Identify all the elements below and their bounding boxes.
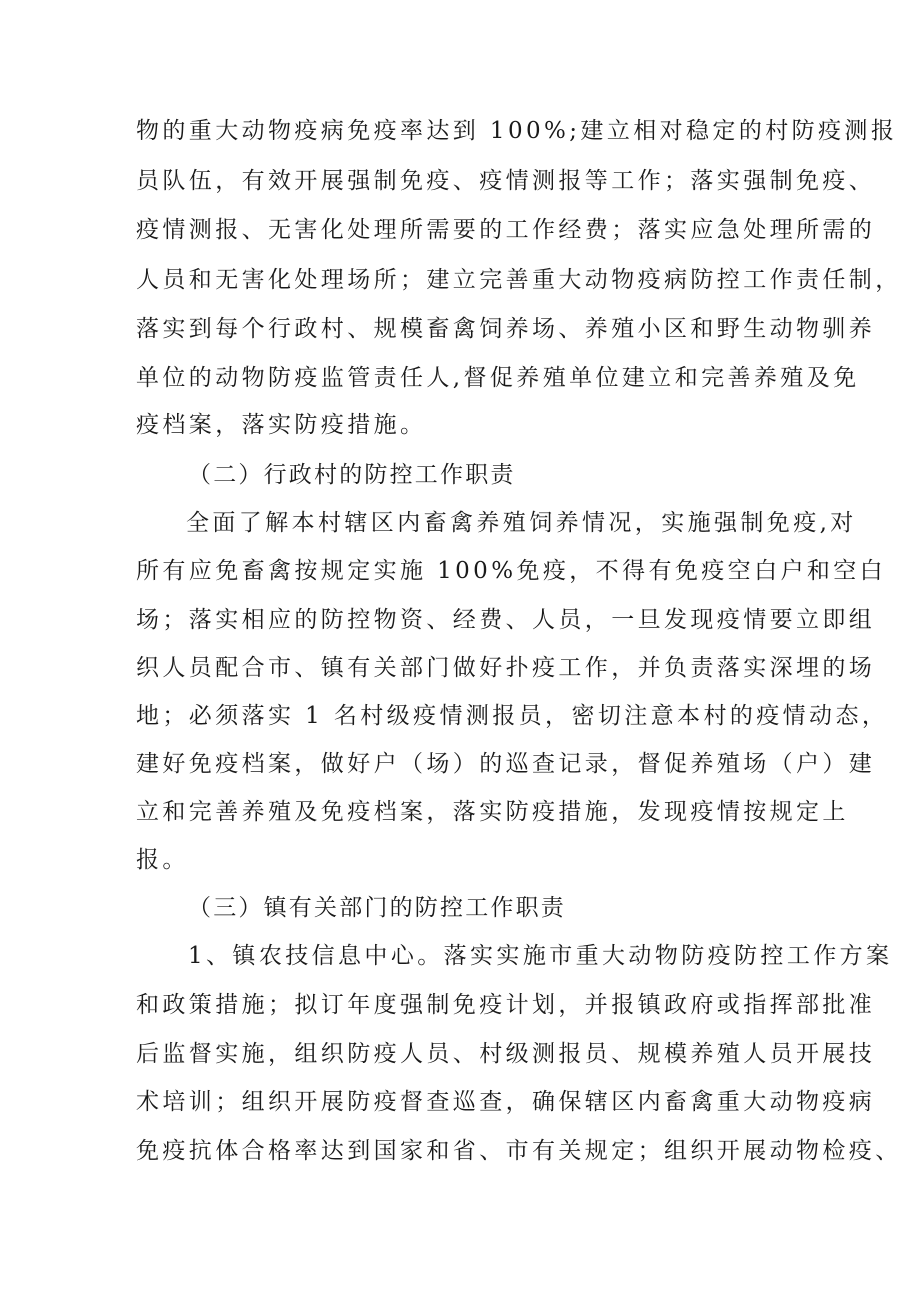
paragraph-line: 单位的动物防疫监管责任人,督促养殖单位建立和完善养殖及免 <box>136 365 860 391</box>
paragraph-line: 免疫抗体合格率达到国家和省、市有关规定；组织开展动物检疫、 <box>136 1138 902 1164</box>
paragraph-line: 疫情测报、无害化处理所需要的工作经费；落实应急处理所需的 <box>136 217 876 243</box>
paragraph-line: 人员和无害化处理场所；建立完善重大动物疫病防控工作责任制， <box>136 267 902 293</box>
section-heading: （二）行政村的防控工作职责 <box>188 462 516 488</box>
paragraph-line: 和政策措施；拟订年度强制免疫计划，并报镇政府或指挥部批准 <box>136 992 876 1018</box>
paragraph-line: 所有应免畜禽按规定实施 100%免疫，不得有免疫空白户和空白 <box>136 558 887 584</box>
paragraph-line: 建好免疫档案，做好户（场）的巡查记录，督促养殖场（户）建 <box>136 751 876 777</box>
paragraph-line: 疫档案，落实防疫措施。 <box>136 412 427 438</box>
paragraph-line: 后监督实施，组织防疫人员、村级测报员、规模养殖人员开展技 <box>136 1041 876 1067</box>
paragraph-line: 物的重大动物疫病免疫率达到 100%;建立相对稳定的村防疫测报 <box>136 118 898 144</box>
paragraph-line: 地；必须落实 1 名村级疫情测报员，密切注意本村的疫情动态， <box>136 703 889 729</box>
paragraph-line: 场；落实相应的防控物资、经费、人员，一旦发现疫情要立即组 <box>136 607 876 633</box>
paragraph-line: 1、镇农技信息中心。落实实施市重大动物防疫防控工作方案 <box>188 943 893 969</box>
paragraph-line: 术培训；组织开展防疫督查巡查，确保辖区内畜禽重大动物疫病 <box>136 1089 876 1115</box>
paragraph-line: 织人员配合市、镇有关部门做好扑疫工作，并负责落实深埋的场 <box>136 655 876 681</box>
paragraph-line: 报。 <box>136 847 189 873</box>
paragraph-line: 员队伍，有效开展强制免疫、疫情测报等工作；落实强制免疫、 <box>136 168 876 194</box>
paragraph-line: 落实到每个行政村、规模畜禽饲养场、养殖小区和野生动物驯养 <box>136 316 876 342</box>
section-heading: （三）镇有关部门的防控工作职责 <box>188 895 566 921</box>
paragraph-line: 立和完善养殖及免疫档案，落实防疫措施，发现疫情按规定上 <box>136 799 849 825</box>
paragraph-line: 全面了解本村辖区内畜禽养殖饲养情况，实施强制免疫,对 <box>186 510 857 536</box>
